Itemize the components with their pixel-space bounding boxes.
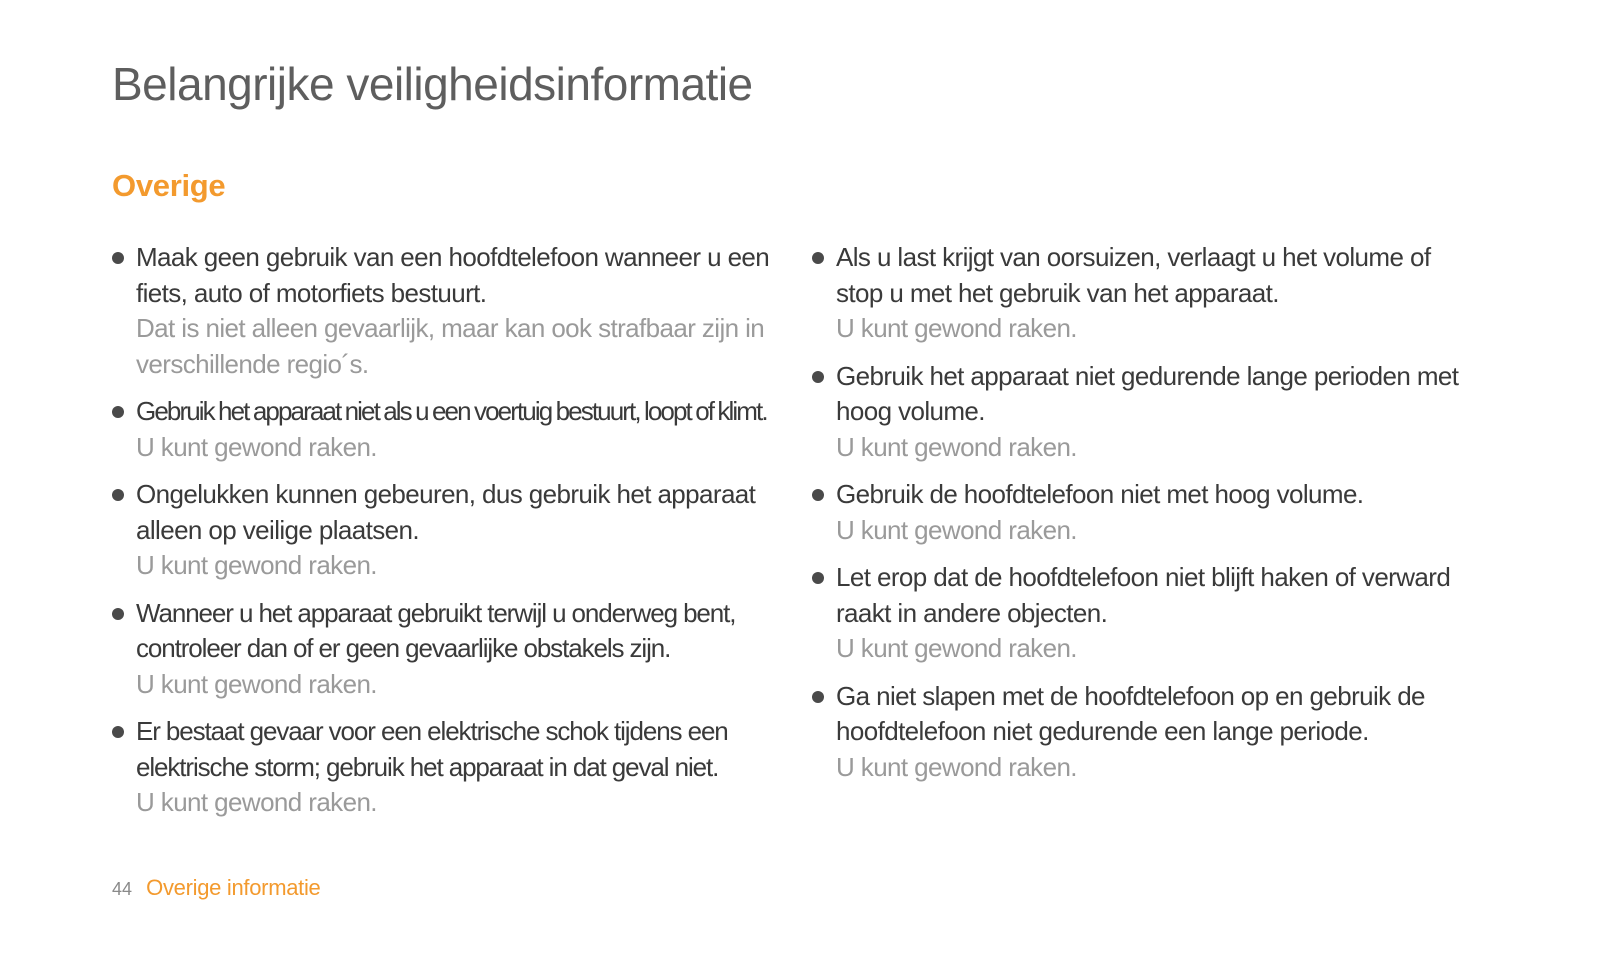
item-note: U kunt gewond raken. bbox=[136, 787, 377, 817]
item-text: Ga niet slapen met de hoofdtelefoon op en gebruik de hoofdtelefoon niet gedurende een lange periode. bbox=[836, 680, 1425, 746]
left-column-list bbox=[112, 240, 777, 833]
item-text: Als u last krijgt van oorsuizen, verlaagt u het volume of stop u met het gebruik van het apparaat. bbox=[836, 242, 1431, 308]
bullet-icon bbox=[812, 252, 824, 264]
right-column-list bbox=[812, 240, 1482, 797]
bullet-icon bbox=[112, 608, 124, 620]
list-item bbox=[812, 240, 1482, 347]
bullet-icon bbox=[112, 252, 124, 264]
item-note: Dat is niet alleen gevaarlijk, maar kan ook strafbaar zijn in verschillende regio´s. bbox=[136, 313, 765, 379]
bullet-icon bbox=[112, 489, 124, 501]
item-note: U kunt gewond raken. bbox=[836, 431, 1077, 462]
bullet-icon bbox=[812, 489, 824, 501]
list-item bbox=[812, 679, 1482, 786]
item-text: Gebruik de hoofdtelefoon niet met hoog volume. bbox=[836, 479, 1364, 509]
list-item bbox=[112, 240, 777, 382]
list-item bbox=[812, 477, 1482, 548]
bullet-icon bbox=[812, 371, 824, 383]
list-item bbox=[112, 596, 777, 703]
item-text: Maak geen gebruik van een hoofdtelefoon wanneer u een fiets, auto of motorfiets bestuurt. bbox=[136, 242, 770, 308]
item-text: Wanneer u het apparaat gebruikt terwijl u onderweg bent, controleer dan of er geen gevaarlijke obstakels zijn. bbox=[136, 597, 736, 663]
bullet-icon bbox=[812, 572, 824, 584]
page-number: 44 bbox=[112, 879, 133, 899]
list-item bbox=[812, 560, 1482, 667]
item-text: Let erop dat de hoofdtelefoon niet blijft haken of verward raakt in andere objecten. bbox=[836, 562, 1451, 628]
page-title: Belangrijke veiligheidsinformatie bbox=[112, 58, 753, 110]
item-text: Ongelukken kunnen gebeuren, dus gebruik het apparaat alleen op veilige plaatsen. bbox=[136, 479, 756, 545]
list-item bbox=[112, 394, 777, 465]
item-note: U kunt gewond raken. bbox=[836, 313, 1077, 343]
item-note: U kunt gewond raken. bbox=[836, 633, 1077, 663]
bullet-icon bbox=[112, 406, 124, 418]
item-note: U kunt gewond raken. bbox=[136, 431, 377, 462]
bullet-icon bbox=[112, 726, 124, 738]
list-item bbox=[112, 477, 777, 584]
item-note: U kunt gewond raken. bbox=[136, 550, 377, 580]
footer-section-label: Overige informatie bbox=[146, 875, 321, 900]
item-note: U kunt gewond raken. bbox=[836, 514, 1077, 545]
page-footer bbox=[112, 874, 321, 903]
item-note: U kunt gewond raken. bbox=[136, 668, 377, 699]
item-text: Gebruik het apparaat niet gedurende lange perioden met hoog volume. bbox=[836, 360, 1459, 426]
list-item bbox=[112, 714, 777, 821]
list-item bbox=[812, 359, 1482, 466]
section-title: Overige bbox=[112, 168, 226, 203]
bullet-icon bbox=[812, 691, 824, 703]
item-note: U kunt gewond raken. bbox=[836, 751, 1077, 782]
item-text: Gebruik het apparaat niet als u een voertuig bestuurt, loopt of klimt. bbox=[136, 396, 767, 426]
item-text: Er bestaat gevaar voor een elektrische schok tijdens een elektrische storm; gebruik het apparaat in dat geval niet. bbox=[136, 716, 728, 782]
